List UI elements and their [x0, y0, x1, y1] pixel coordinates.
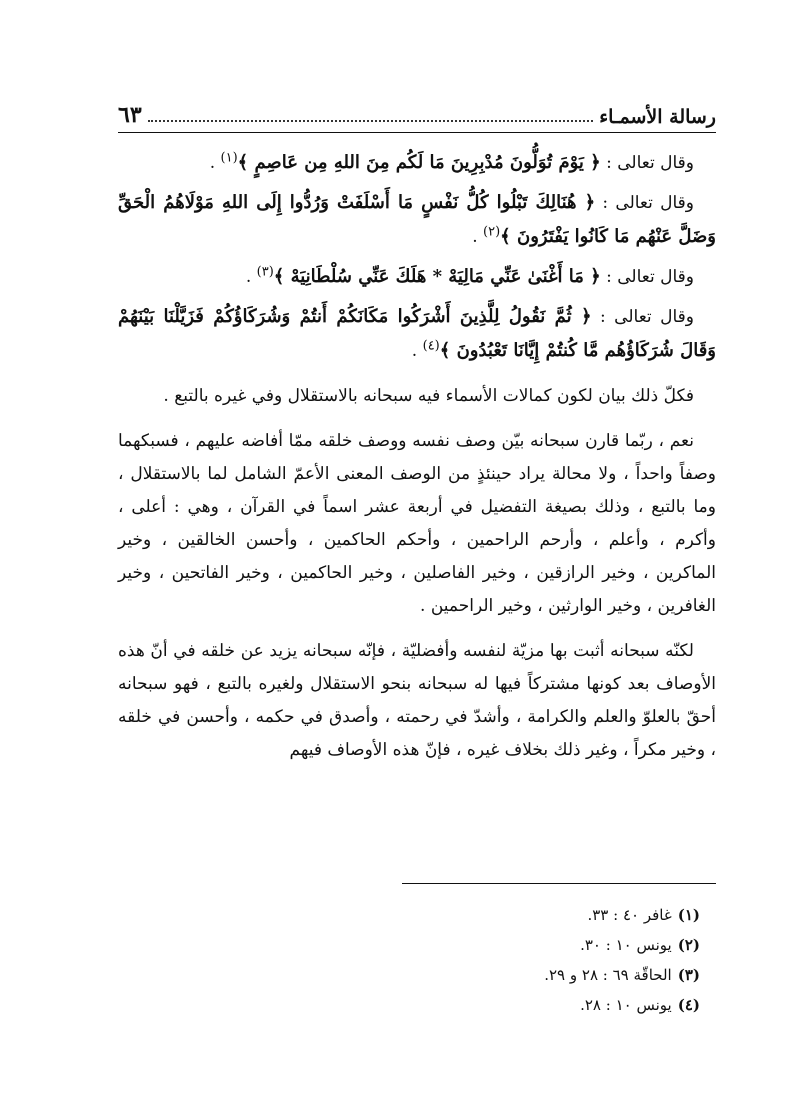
verse-intro: وقال تعالى : [600, 153, 694, 173]
header-title: رسالة الأسمـاء [599, 106, 716, 128]
footnote-ref: (٣) [256, 264, 274, 280]
footnote-number: (٤) [677, 996, 700, 1014]
verse-intro: وقال تعالى : [600, 267, 694, 287]
paragraph-2: نعم ، ربّما قارن سبحانه بيّن وصف نفسه ووصف خلقه ممّا أفاضه عليهم ، فسبكهما وصفاً واحداً ، ولا محالة يراد حينئذٍ من الوصف المعنى الأعمّ الشامل لما بالاستقلال ، وما بالتبع ، وذلك بصيغة التفضيل في أربعة عشر اسماً في القرآن ، وهي : أعلى ، وأكرم ، وأعلم ، وأرحم الراحمين ، وأحكم الحاكمين ، وأحسن الخالقين ، وخير الماكرين ، وخير الرازقين ، وخير الفاصلين ، وخير الحاكمين ، وخير الفاتحين ، وخير الغافرين ، وخير الوارثين ، وخير الراحمين . [118, 431, 716, 616]
footnote-number: (١) [677, 906, 700, 924]
footnote-4 [118, 990, 716, 1020]
footnote-text: الحاقّة ٦٩ : ٢٨ و ٢٩. [544, 966, 672, 984]
running-header [118, 98, 716, 133]
footnote-1 [118, 900, 716, 930]
verse-end: . [411, 341, 423, 361]
footnote-text: يونس ١٠ : ٣٠. [580, 936, 672, 954]
quran-quote: ﴿ يَوْمَ تُوَلُّونَ مُدْبِرِينَ مَا لَكُم مِنَ اللهِ مِن عَاصِمٍ ﴾ [237, 152, 601, 173]
footnote-2 [118, 930, 716, 960]
footnote-number: (٢) [677, 936, 700, 954]
verse-intro: وقال تعالى : [595, 193, 694, 213]
header-dot-leader [148, 120, 594, 122]
verse-end: . [245, 267, 257, 287]
verse-line-1 [118, 146, 716, 180]
verse-line-3 [118, 260, 716, 294]
footnote-text: يونس ١٠ : ٢٨. [580, 996, 672, 1014]
footnote-separator [402, 883, 716, 884]
quran-quote: ﴿ هُنَالِكَ تَبْلُوا كُلُّ نَفْسٍ مَا أَسْلَفَتْ وَرُدُّوا إِلَى اللهِ مَوْلَاهُمُ الْحَقِّ وَضَلَّ عَنْهُم مَا كَانُوا يَفْتَرُونَ ﴾ [118, 192, 716, 247]
footnote-ref: (٤) [422, 338, 440, 354]
verse-intro: وقال تعالى : [591, 307, 694, 327]
quran-quote: ﴿ ثُمَّ نَقُولُ لِلَّذِينَ أَشْرَكُوا مَكَانَكُمْ أَنتُمْ وَشُرَكَاؤُكُمْ فَزَيَّلْنَا بَيْنَهُمْ وَقَالَ شُرَكَاؤُهُم مَّا كُنتُمْ إِيَّانَا تَعْبُدُونَ ﴾ [118, 306, 716, 361]
page-number: ٦٣ [118, 102, 142, 128]
footnotes [118, 900, 716, 1020]
footnote-ref: (١) [220, 150, 238, 166]
page-body [118, 146, 716, 767]
footnote-number: (٣) [677, 966, 700, 984]
footnote-text: غافر ٤٠ : ٣٣. [587, 906, 672, 924]
quran-quote: ﴿ مَا أَغْنَىٰ عَنِّي مَالِيَهْ * هَلَكَ عَنِّي سُلْطَانِيَهْ ﴾ [273, 266, 601, 287]
verse-line-4 [118, 300, 716, 368]
footnote-ref: (٢) [483, 224, 501, 240]
verse-line-2 [118, 186, 716, 254]
paragraph-1: فكلّ ذلك بيان لكون كمالات الأسماء فيه سبحانه بالاستقلال وفي غيره بالتبع . [163, 386, 694, 406]
paragraph-3: لكنّه سبحانه أثبت بها مزيّة لنفسه وأفضليّة ، فإنّه سبحانه يزيد عن خلقه في أنّ هذه الأوصاف بعد كونها مشتركاً فيها له سبحانه بنحو الاستقلال ولغيره بالتبع ، فهو سبحانه أحقّ بالعلوّ والعلم والكرامة ، وأشدّ في رحمته ، وأصدق في حكمه ، وأحسن في خلقه ، وخير مكراً ، وغير ذلك بخلاف غيره ، فإنّ هذه الأوصاف فيهم [118, 641, 716, 760]
verse-end: . [472, 227, 484, 247]
footnote-3 [118, 960, 716, 990]
verse-end: . [209, 153, 221, 173]
